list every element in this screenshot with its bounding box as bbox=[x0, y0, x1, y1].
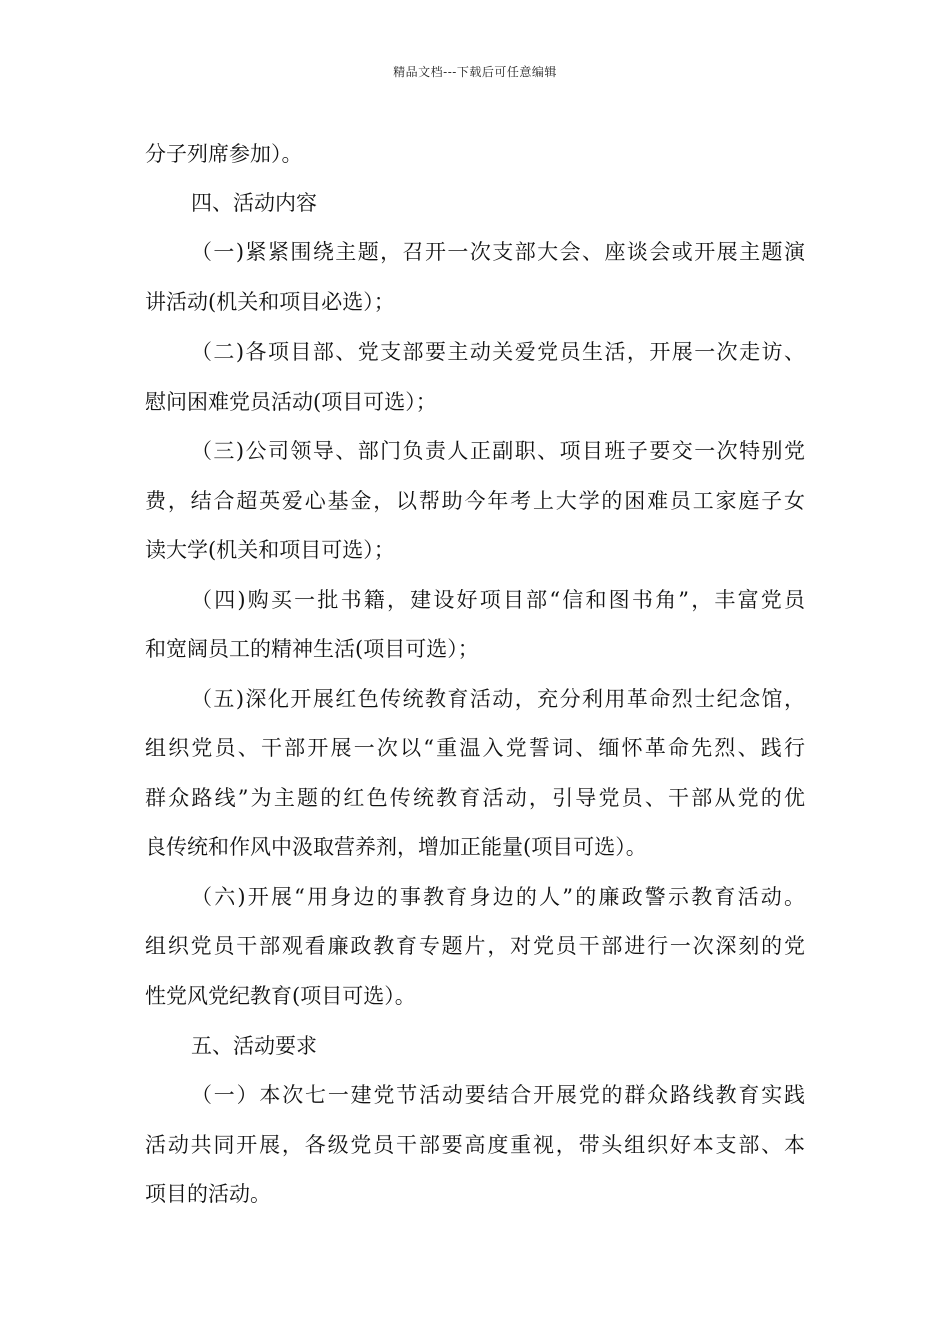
text-line: （一）本次七一建党节活动要结合开展党的群众路线教育实践 bbox=[191, 1083, 805, 1107]
text-line: 性党风党纪教育(项目可选）。 bbox=[145, 984, 416, 1008]
text-line: 分子列席参加）。 bbox=[145, 142, 303, 166]
text-line: 讲活动(机关和项目必选）； bbox=[145, 290, 395, 314]
text-line: 读大学(机关和项目可选）； bbox=[145, 538, 395, 562]
text-line: （一)紧紧围绕主题，召开一次支部大会、座谈会或开展主题演 bbox=[191, 240, 805, 264]
text-line: 慰问困难党员活动(项目可选）； bbox=[145, 390, 437, 414]
section-heading-activity-content: 四、活动内容 bbox=[191, 191, 317, 215]
text-line: 和宽阔员工的精神生活(项目可选）； bbox=[145, 637, 479, 661]
text-line: （四)购买一批书籍，建设好项目部“信和图书角”，丰富党员 bbox=[191, 588, 805, 612]
text-line: 组织党员、干部开展一次以“重温入党誓词、缅怀革命先烈、践行 bbox=[145, 736, 805, 760]
text-line: （二)各项目部、党支部要主动关爱党员生活，开展一次走访、 bbox=[191, 340, 805, 364]
text-line: 费，结合超英爱心基金，以帮助今年考上大学的困难员工家庭子女 bbox=[145, 489, 805, 513]
text-line: 项目的活动。 bbox=[145, 1182, 271, 1206]
page-header: 精品文档---下载后可任意编辑 bbox=[393, 65, 557, 79]
section-heading-activity-requirements: 五、活动要求 bbox=[191, 1034, 317, 1058]
text-line: 组织党员干部观看廉政教育专题片，对党员干部进行一次深刻的党 bbox=[145, 934, 805, 958]
text-line: （三)公司领导、部门负责人正副职、项目班子要交一次特别党 bbox=[191, 439, 805, 463]
text-line: （六)开展“用身边的事教育身边的人”的廉政警示教育活动。 bbox=[191, 885, 805, 909]
text-line: 良传统和作风中汲取营养剂，增加正能量(项目可选）。 bbox=[145, 835, 647, 859]
text-line: 群众路线”为主题的红色传统教育活动，引导党员、干部从党的优 bbox=[145, 786, 805, 810]
text-line: 活动共同开展，各级党员干部要高度重视，带头组织好本支部、本 bbox=[145, 1133, 805, 1157]
text-line: （五)深化开展红色传统教育活动，充分利用革命烈士纪念馆， bbox=[191, 687, 805, 711]
